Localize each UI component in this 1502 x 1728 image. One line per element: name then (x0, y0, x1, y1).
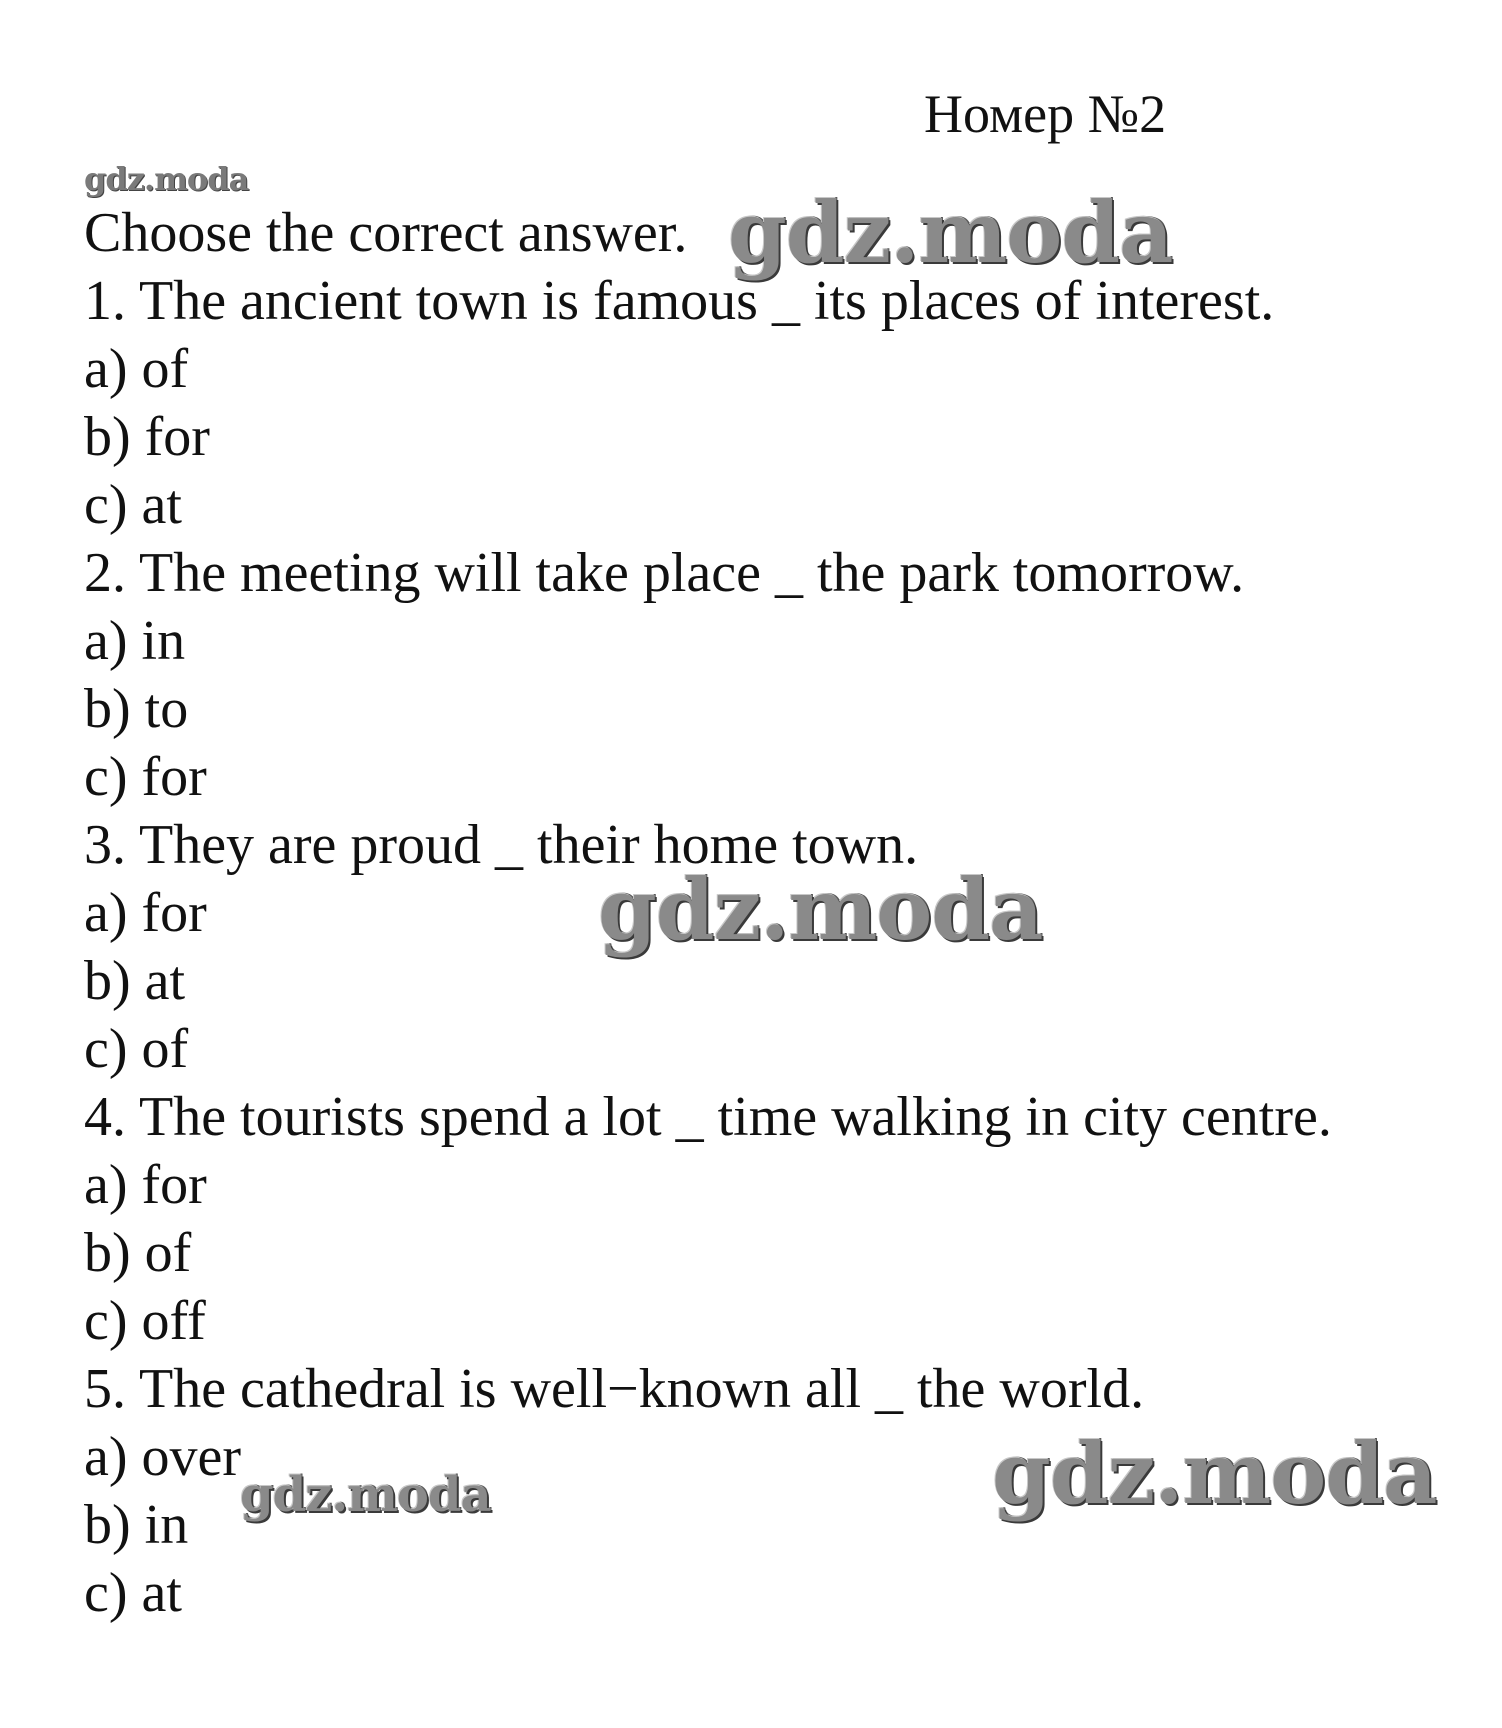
question-1-option-a: a) of (84, 338, 189, 400)
question-2-option-c: c) for (84, 746, 207, 808)
question-3-option-b: b) at (84, 950, 186, 1012)
question-4-text: 4. The tourists spend a lot _ time walking in city centre. (84, 1086, 1332, 1148)
watermark-logo: gdz.moda (240, 1467, 491, 1523)
question-5-option-c: c) at (84, 1562, 182, 1624)
question-4-option-c: c) off (84, 1290, 206, 1352)
watermark-logo: gdz.moda (84, 160, 249, 198)
question-2-text: 2. The meeting will take place _ the park tomorrow. (84, 542, 1245, 604)
question-2-option-b: b) to (84, 678, 189, 740)
question-5-option-b: b) in (84, 1494, 189, 1556)
question-4-option-b: b) of (84, 1222, 192, 1284)
watermark-logo: gdz.moda (992, 1424, 1437, 1523)
question-5-text: 5. The cathedral is well−known all _ the world. (84, 1358, 1145, 1420)
page-title: Номер №2 (924, 84, 1167, 144)
question-5-option-a: a) over (84, 1426, 242, 1488)
watermark-logo: gdz.moda (598, 860, 1043, 959)
question-3-text: 3. They are proud _ their home town. (84, 814, 919, 876)
question-1-option-b: b) for (84, 406, 210, 468)
question-3-option-a: a) for (84, 882, 207, 944)
question-1-text: 1. The ancient town is famous _ its places of interest. (84, 270, 1275, 332)
question-2-option-a: a) in (84, 610, 186, 672)
question-1-option-c: c) at (84, 474, 182, 536)
question-4-option-a: a) for (84, 1154, 207, 1216)
watermark-logo: gdz.moda (728, 183, 1173, 282)
instruction-text: Choose the correct answer. (84, 202, 688, 264)
question-3-option-c: c) of (84, 1018, 189, 1080)
